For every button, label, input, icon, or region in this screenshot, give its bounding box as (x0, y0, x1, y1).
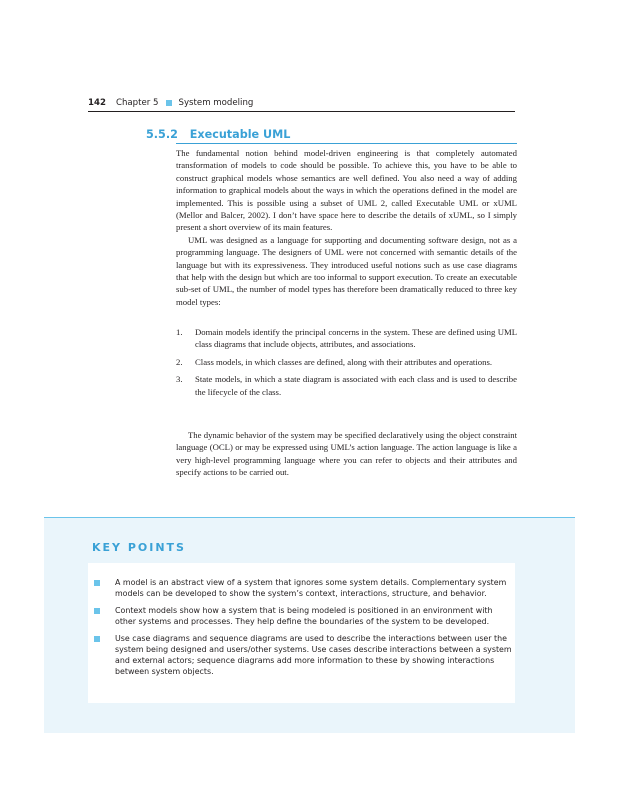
list-text: Class models, in which classes are defined, along with their attributes and operations. (195, 356, 492, 367)
header-rule (88, 111, 515, 112)
numbered-list (176, 326, 517, 403)
closing-text (176, 429, 517, 479)
square-bullet-icon (94, 608, 100, 614)
body-text (176, 147, 517, 308)
list-number: 3. (176, 374, 183, 385)
chapter-title: System modeling (178, 98, 254, 108)
key-point-text: Context models show how a system that is being modeled is positioned in an environment with other systems and processes. They help define the boundaries of the system to be developed. (115, 606, 493, 626)
list-text: Domain models identify the principal concerns in the system. These are defined using UML class diagrams that include objects, attributes, and associations. (195, 327, 517, 350)
square-bullet-icon (94, 636, 100, 642)
section-number: 5.5.2 (146, 128, 178, 141)
section-heading (146, 128, 518, 141)
list-number: 1. (176, 327, 183, 337)
running-head (88, 96, 515, 110)
key-point-item (94, 577, 512, 599)
section-rule (176, 143, 517, 144)
list-number: 2. (176, 356, 183, 367)
list-item (176, 356, 517, 368)
list-item (176, 326, 517, 351)
chapter-label: Chapter 5 (115, 98, 159, 108)
paragraph-3: The dynamic behavior of the system may be specified declaratively using the object constraint language (OCL) or may be expressed using UML’s action language. The action language is like a very high-level programming language where you can refer to objects and their attributes and specify actions to be carried out. (176, 430, 517, 478)
paragraph-1: The fundamental notion behind model-driven engineering is that completely automated transformation of models to code should be possible. To achieve this, you have to be able to construct graphical models whose semantics are well defined. You also need a way of adding information to graphical models about the ways in which the operations defined in the model are implemented. This is possible using a subset of UML 2, called Executable UML or xUML (Mellor and Balcer, 2002). I don’t have space here to describe the details of xUML, so I simply present a short overview of its main features. (176, 148, 517, 233)
square-bullet-icon (166, 100, 172, 106)
key-point-text: Use case diagrams and sequence diagrams are used to describe the interactions between user the system being designed and users/other systems. Use cases describe interactions between a system and external actors; sequence diagrams add more information to these by showing interactions between system objects. (115, 634, 512, 676)
key-point-text: A model is an abstract view of a system that ignores some system details. Complementary system models can be developed to show the system’s context, interactions, structure, and behavior. (115, 578, 507, 598)
square-bullet-icon (94, 580, 100, 586)
key-point-item (94, 605, 512, 627)
key-points-title: KEY POINTS (92, 541, 186, 554)
section-title: Executable UML (189, 128, 291, 141)
list-text: State models, in which a state diagram is associated with each class and is used to describe the lifecycle of the class. (195, 374, 517, 397)
key-point-item (94, 633, 512, 677)
list-item (176, 373, 517, 398)
paragraph-2: UML was designed as a language for supporting and documenting software design, not as a programming language. The designers of UML were not concerned with semantic details of the language but with its expressiveness. They introduced useful notions such as use case diagrams that help with the design but which are too informal to support execution. To create an executable sub-set of UML, the number of model types has therefore been dramatically reduced to three key model types: (176, 234, 517, 307)
page-number: 142 (88, 98, 106, 108)
key-points-list (94, 577, 512, 683)
